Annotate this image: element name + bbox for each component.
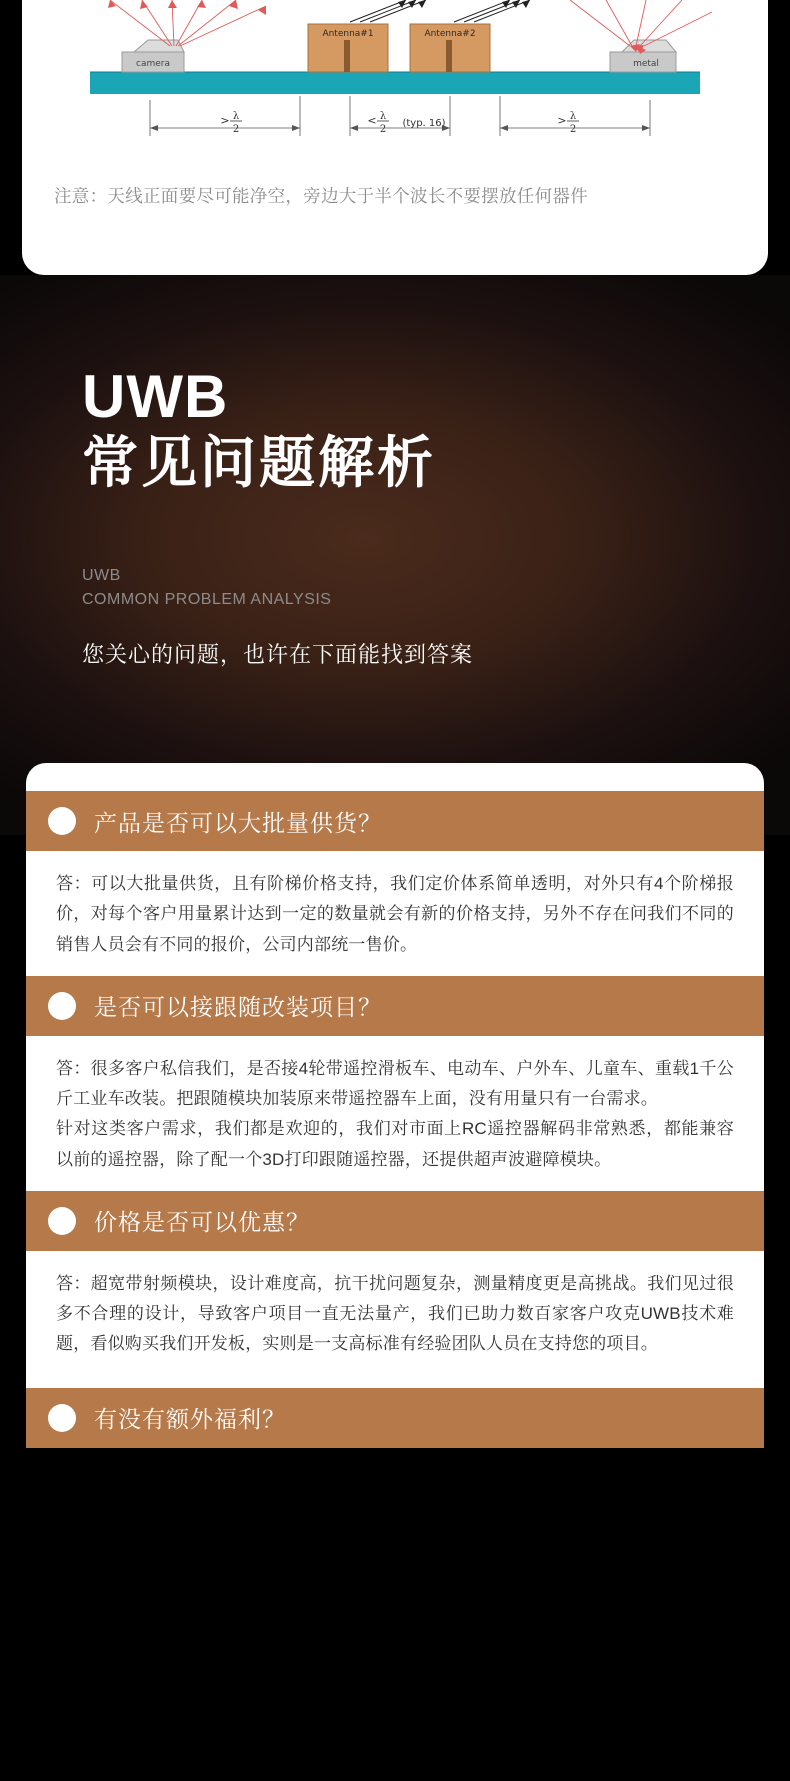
diagram-note: 注意：天线正面要尽可能净空，旁边大于半个波长不要摆放任何器件 [54,186,588,206]
svg-text:Antenna#2: Antenna#2 [424,29,476,39]
faq-answer-paragraph: 答：超宽带射频模块，设计难度高，抗干扰问题复杂，测量精度更是高挑战。我们见过很多不合理的设计，导致客户项目一直无法量产，我们已助力数百家客户攻克UWB技术难题，看似购买我们开发板，实则是一支高标准有经验团队人员在支持您的项目。 [56,1273,734,1354]
faq-item [26,791,764,976]
svg-text:metal: metal [633,59,659,69]
antenna-placement-diagram [50,0,740,150]
faq-answer-paragraph: 答：很多客户私信我们，是否接4轮带遥控滑板车、电动车、户外车、儿童车、重载1千公斤工业车改装。把跟随模块加装原来带遥控器车上面，没有用量只有一台需求。 [56,1058,734,1108]
faq-question-text: 产品是否可以大批量供货？ [94,809,382,836]
faq-question-text: 有没有额外福利？ [94,1406,286,1432]
faq-answer [26,1251,764,1376]
hero-lead-text: 您关心的问题，也许在下面能找到答案 [82,642,474,667]
svg-text:camera: camera [136,59,170,69]
hero-title-line1: UWB [82,363,229,430]
bullet-icon [48,1207,76,1235]
faq-item [26,1191,764,1376]
hero-subtitle-line2: COMMON PROBLEM ANALYSIS [82,591,332,608]
faq-divider [26,1376,764,1388]
svg-text:λ: λ [232,111,240,122]
faq-item [26,1388,764,1448]
faq-answer-paragraph-2: 针对这类客户需求，我们都是欢迎的，我们对市面上RC遥控器解码非常熟悉，都能兼容以前的遥控器，除了配一个3D打印跟随遥控器，还提供超声波避障模块。 [56,1119,734,1169]
svg-text:2: 2 [379,124,387,135]
faq-question-header[interactable] [26,791,764,851]
bullet-icon [48,807,76,835]
antenna-diagram-card [22,0,768,275]
hero-title-line2: 常见问题解析 [82,431,436,494]
hero-section [0,275,790,835]
faq-question-header[interactable] [26,1388,764,1448]
svg-text:λ: λ [569,111,577,122]
svg-text:2: 2 [569,124,577,135]
faq-answer [26,851,764,976]
faq-question-text: 是否可以接跟随改装项目？ [94,994,382,1021]
faq-question-text: 价格是否可以优惠？ [94,1209,310,1236]
faq-question-header[interactable] [26,1191,764,1251]
svg-text:>: > [557,114,567,127]
svg-text:2: 2 [232,124,240,135]
svg-text:Antenna#1: Antenna#1 [322,29,374,39]
faq-answer-paragraph: 答：可以大批量供货，且有阶梯价格支持，我们定价体系简单透明，对外只有4个阶梯报价，对每个客户用量累计达到一定的数量就会有新的价格支持，另外不存在问我们不同的销售人员会有不同的报价，公司内部统一售价。 [56,874,734,954]
svg-text:(typ. 16): (typ. 16) [402,118,446,129]
svg-text:<: < [367,114,377,127]
faq-question-header[interactable] [26,976,764,1036]
faq-item [26,976,764,1191]
faq-panel [26,763,764,1448]
svg-text:λ: λ [379,111,387,122]
bullet-icon [48,992,76,1020]
bullet-icon [48,1404,76,1432]
faq-answer [26,1036,764,1191]
hero-subtitle-line1: UWB [82,567,121,584]
svg-text:>: > [220,114,230,127]
